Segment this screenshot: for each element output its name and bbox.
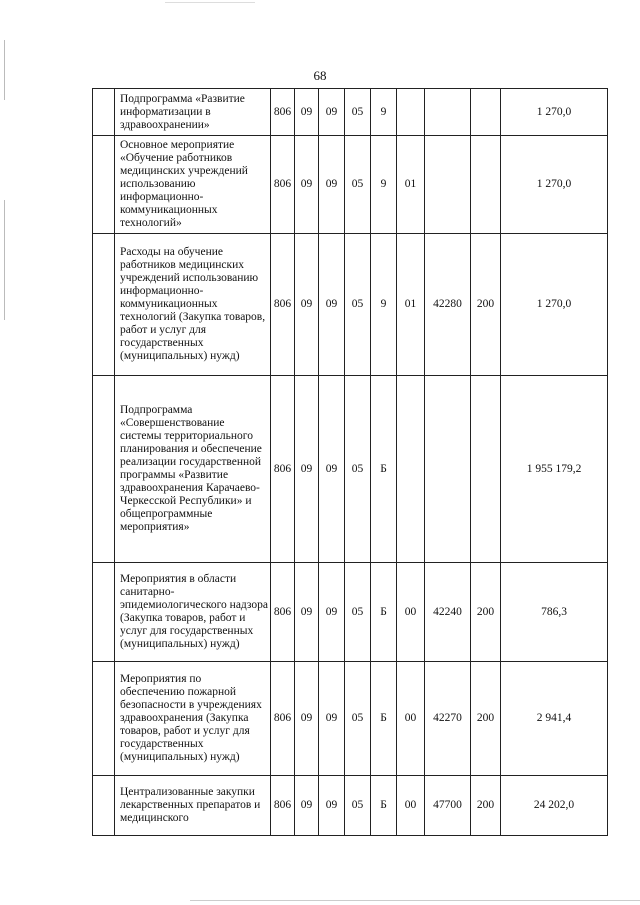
blank-cell	[93, 563, 115, 662]
code-expense-type: 200	[471, 563, 501, 662]
code-subsection: 09	[319, 376, 345, 563]
code-expense-type	[471, 376, 501, 563]
table-row	[93, 662, 608, 776]
code-ministry: 806	[271, 89, 295, 136]
row-sum: 1 270,0	[501, 89, 608, 136]
code-subsection: 09	[319, 662, 345, 776]
blank-cell	[93, 662, 115, 776]
code-section: 09	[295, 89, 319, 136]
table-row	[93, 376, 608, 563]
code-expense-type	[471, 89, 501, 136]
code-section: 09	[295, 662, 319, 776]
code-subsection: 09	[319, 234, 345, 376]
blank-cell	[93, 234, 115, 376]
code-program: 05	[345, 234, 371, 376]
code-subprogram: Б	[371, 662, 397, 776]
code-subprogram: 9	[371, 89, 397, 136]
code-subsection: 09	[319, 136, 345, 234]
row-sum: 1 270,0	[501, 234, 608, 376]
code-activity: 00	[397, 662, 425, 776]
code-subprogram: Б	[371, 563, 397, 662]
code-expense-type	[471, 136, 501, 234]
code-direction	[425, 376, 471, 563]
scan-bottom-line	[190, 900, 640, 901]
code-direction	[425, 89, 471, 136]
table-row	[93, 89, 608, 136]
code-subprogram: 9	[371, 234, 397, 376]
table-row	[93, 234, 608, 376]
code-direction: 42240	[425, 563, 471, 662]
row-name: Подпрограмма «Совершенствование системы территориального планирования и обеспечение реализации государственной программы «Развитие здравоохранения Карачаево-Черкесской Республики» и общепрограммные мероприятия»	[115, 376, 271, 563]
code-program: 05	[345, 89, 371, 136]
code-section: 09	[295, 776, 319, 836]
row-name: Расходы на обучение работников медицинских учреждений использованию информационно-коммуникационных технологий (Закупка товаров, работ и услуг для государственных (муниципальных) нужд)	[115, 234, 271, 376]
code-program: 05	[345, 563, 371, 662]
row-sum: 2 941,4	[501, 662, 608, 776]
code-program: 05	[345, 376, 371, 563]
code-subsection: 09	[319, 563, 345, 662]
code-activity	[397, 376, 425, 563]
code-expense-type: 200	[471, 776, 501, 836]
code-ministry: 806	[271, 776, 295, 836]
code-direction: 42280	[425, 234, 471, 376]
code-subprogram: Б	[371, 376, 397, 563]
code-ministry: 806	[271, 662, 295, 776]
code-expense-type: 200	[471, 662, 501, 776]
code-direction: 47700	[425, 776, 471, 836]
row-name: Мероприятия по обеспечению пожарной безопасности в учреждениях здравоохранения (Закупка товаров, работ и услуг для государственных (муниципальных) нужд)	[115, 662, 271, 776]
code-ministry: 806	[271, 136, 295, 234]
code-section: 09	[295, 234, 319, 376]
row-sum: 24 202,0	[501, 776, 608, 836]
blank-cell	[93, 89, 115, 136]
code-activity: 01	[397, 136, 425, 234]
code-ministry: 806	[271, 563, 295, 662]
code-ministry: 806	[271, 376, 295, 563]
row-sum: 1 955 179,2	[501, 376, 608, 563]
code-subprogram: 9	[371, 136, 397, 234]
row-sum: 786,3	[501, 563, 608, 662]
table-row	[93, 563, 608, 662]
code-section: 09	[295, 136, 319, 234]
table-row	[93, 776, 608, 836]
code-subsection: 09	[319, 89, 345, 136]
code-activity: 00	[397, 776, 425, 836]
row-name: Мероприятия в области санитарно-эпидемиологического надзора (Закупка товаров, работ и услуг для государственных (муниципальных) нужд)	[115, 563, 271, 662]
code-activity: 00	[397, 563, 425, 662]
page-number: 68	[313, 68, 327, 83]
code-program: 05	[345, 776, 371, 836]
code-activity: 01	[397, 234, 425, 376]
code-expense-type: 200	[471, 234, 501, 376]
code-activity	[397, 89, 425, 136]
row-name: Централизованные закупки лекарственных препаратов и медицинского	[115, 776, 271, 836]
code-section: 09	[295, 563, 319, 662]
blank-cell	[93, 136, 115, 234]
row-name: Подпрограмма «Развитие информатизации в здравоохранении»	[115, 89, 271, 136]
scan-top-line	[165, 2, 255, 3]
code-direction: 42270	[425, 662, 471, 776]
budget-table	[92, 88, 608, 836]
code-subsection: 09	[319, 776, 345, 836]
code-ministry: 806	[271, 234, 295, 376]
code-direction	[425, 136, 471, 234]
row-sum: 1 270,0	[501, 136, 608, 234]
code-program: 05	[345, 662, 371, 776]
scan-edge-mark	[4, 200, 5, 320]
code-section: 09	[295, 376, 319, 563]
blank-cell	[93, 776, 115, 836]
code-subprogram: Б	[371, 776, 397, 836]
blank-cell	[93, 376, 115, 563]
row-name: Основное мероприятие «Обучение работников медицинских учреждений использованию информационно-коммуникационных технологий»	[115, 136, 271, 234]
table-body	[93, 89, 608, 836]
code-program: 05	[345, 136, 371, 234]
table-row	[93, 136, 608, 234]
